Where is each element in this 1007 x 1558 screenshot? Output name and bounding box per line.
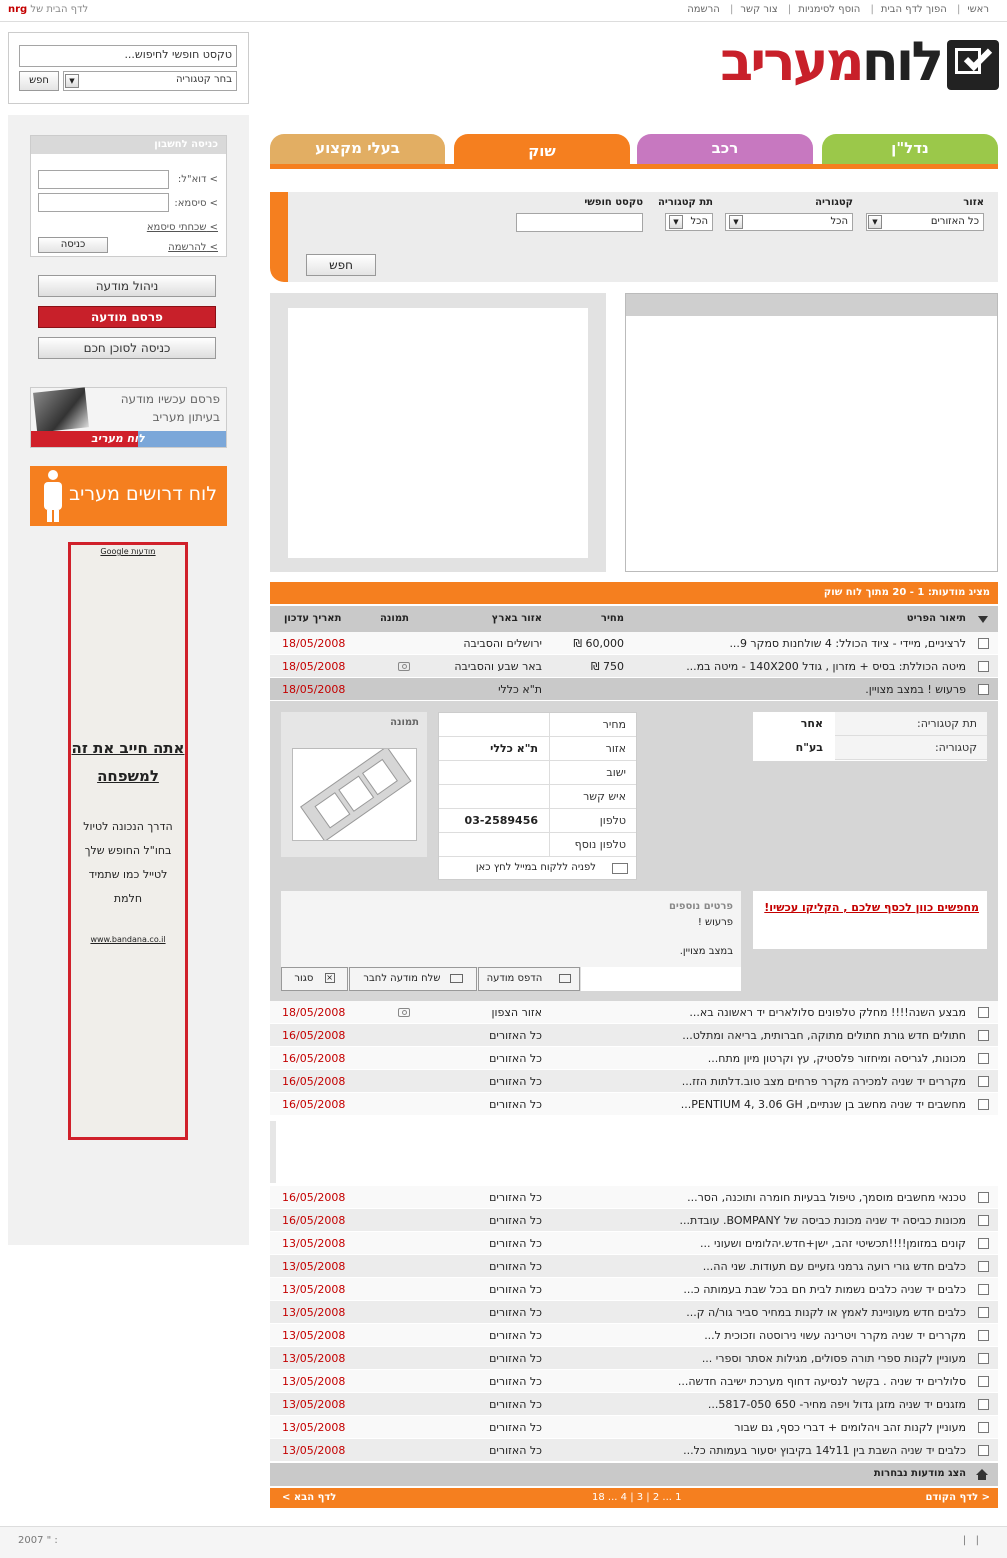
row-title[interactable]: סלולרים יד שניה . בקשר לנסיעה דחוף מערכת ישיבה חדשה...	[677, 1375, 966, 1388]
google-ad-box[interactable]	[68, 542, 188, 1140]
contact-table	[438, 712, 637, 880]
row-title[interactable]: כלבים חדש גורי רועה גרמני גזעיים עם תעודות. שני הה...	[702, 1260, 966, 1273]
publish-ad-button[interactable]: פרסם מודעה	[38, 306, 216, 328]
money-promo-link[interactable]: מחפשים כוון לכסף שלכם , הקליקו עכשיו!	[764, 901, 979, 914]
password-label: > סיסמא:	[174, 198, 218, 209]
row-checkbox[interactable]	[978, 638, 989, 649]
table-row[interactable]	[270, 1093, 998, 1116]
row-title[interactable]: כלבים יד שניה כלבים נשמות לבית חם בכל שבת בעמותה כ...	[683, 1283, 966, 1296]
inline-ad-space	[270, 1121, 998, 1183]
row-area: כל האזורים	[489, 1075, 542, 1088]
row-title[interactable]: מבצע השנה!!!! מחלק טלפונים סלולארים יד ראשונה בא...	[689, 1006, 966, 1019]
area-label: אזור	[963, 197, 984, 208]
tab-professionals[interactable]: בעלי מקצוע	[270, 134, 445, 164]
col-price[interactable]: מחיר	[600, 613, 624, 624]
category-filter-select[interactable]: הכל	[725, 213, 853, 231]
detail-actions	[281, 967, 741, 991]
forgot-password-link[interactable]: > שכחתי סיסמא	[146, 222, 218, 233]
row-title[interactable]: כלבים יד שניה השבת בין 11ל14 בקיבוץ יסעור בעמותה כל...	[683, 1444, 966, 1457]
pagination-bar	[270, 1488, 998, 1508]
area-dropdown-icon[interactable]: ▼	[868, 215, 882, 229]
subcategory-key: תת קטגוריה:	[917, 717, 977, 730]
row-date: 18/05/2008	[282, 683, 346, 696]
category-table	[753, 712, 987, 761]
row-area: כל האזורים	[489, 1283, 542, 1296]
row-date: 16/05/2008	[282, 1098, 346, 1111]
row-date: 13/05/2008	[282, 1375, 346, 1388]
row-area: כל האזורים	[489, 1260, 542, 1273]
row-area: כל האזורים	[489, 1237, 542, 1250]
top-link-register[interactable]: הרשמה	[687, 4, 720, 15]
table-row[interactable]	[270, 1393, 998, 1416]
row-checkbox[interactable]	[978, 1215, 989, 1226]
close-button[interactable]	[281, 967, 348, 991]
login-title: כניסה לחשבון	[31, 136, 226, 154]
table-row[interactable]	[270, 1416, 998, 1439]
tab-vehicles[interactable]: רכב	[637, 134, 813, 164]
password-field[interactable]	[38, 193, 169, 212]
row-area: כל האזורים	[489, 1029, 542, 1042]
row-date: 13/05/2008	[282, 1237, 346, 1250]
logo-text-luach: לוח	[861, 30, 941, 93]
table-row[interactable]	[270, 1278, 998, 1301]
category-tabs	[270, 134, 998, 170]
newspaper-promo-banner[interactable]	[30, 387, 227, 448]
more-details-line-2: במצב מצויין.	[679, 946, 733, 957]
row-title[interactable]: מעוניין לקנות ספרי תורה פסולים, מגילות אסתר וספרי ...	[701, 1352, 966, 1365]
area-value: ת"א כללי	[490, 742, 538, 755]
top-link-make-home[interactable]: הפוך לדף הבית	[880, 4, 947, 15]
results-summary-bar: מציג מודעות: 1 - 20 מתוך לוח שוק	[270, 582, 998, 604]
row-title[interactable]: מקררים יד שניה מקרר ויטרינה עשוי נירוסטה וזכוכית ל...	[704, 1329, 966, 1342]
free-text-label: טקסט חופשי	[584, 197, 643, 208]
row-area: כל האזורים	[489, 1306, 542, 1319]
row-area: כל האזורים	[489, 1329, 542, 1342]
row-checkbox[interactable]	[978, 1353, 989, 1364]
row-date: 13/05/2008	[282, 1260, 346, 1273]
register-link[interactable]: > להרשמה	[168, 242, 218, 253]
row-checkbox[interactable]	[978, 1422, 989, 1433]
category-dropdown-icon[interactable]: ▼	[65, 74, 79, 88]
ad-body-4: חלמת	[113, 892, 143, 905]
row-title[interactable]: קונים במזומן!!!!תכשיטי זהב, ישן+חדש.יהלומים ושעוני ...	[699, 1237, 966, 1250]
category-value: בע"ח	[753, 736, 835, 760]
table-row[interactable]	[270, 1370, 998, 1393]
table-row[interactable]	[270, 1047, 998, 1070]
category-label: קטגוריה	[815, 197, 853, 208]
row-checkbox[interactable]	[978, 1192, 989, 1203]
market-search-panel	[270, 192, 998, 282]
show-selected-label[interactable]: הצג מודעות נבחרות	[873, 1468, 966, 1479]
ad-body-2: בחו"ל החופש שלך	[84, 844, 172, 857]
send-to-friend-button[interactable]	[349, 967, 477, 991]
row-title[interactable]: חתולים חדש גורת חתולים מתוקה, חברותית, בריאה ומתלט...	[682, 1029, 966, 1042]
logo-text-maariv: מעריב	[720, 30, 862, 93]
subcategory-label: תת קטגוריה	[657, 197, 713, 208]
search-input[interactable]: טקסט חופשי לחיפוש...	[19, 45, 237, 67]
send-to-friend-label: שלח מודעה לחבר	[363, 973, 441, 984]
money-promo-box[interactable]	[753, 891, 987, 949]
row-title[interactable]: מיטה הכוללת: בסיס + מזרון , גודל 140X200 - מיטה במ...	[686, 660, 966, 673]
row-date: 16/05/2008	[282, 1191, 346, 1204]
tab-market[interactable]: שוק	[454, 134, 630, 166]
email-contact-link[interactable]: לפניה ללקוח במייל לחץ כאן	[475, 862, 596, 873]
row-area: באר שבע והסביבה	[454, 660, 542, 673]
camera-icon[interactable]	[398, 1008, 410, 1017]
row-date: 13/05/2008	[282, 1444, 346, 1457]
results-table-header	[270, 606, 998, 632]
table-row[interactable]	[270, 632, 998, 655]
subcategory-select[interactable]: הכל	[665, 213, 713, 231]
row-checkbox[interactable]	[978, 1007, 989, 1018]
category-key: קטגוריה:	[934, 741, 977, 754]
top-link-bookmark[interactable]: הוסף לסימניות	[798, 4, 861, 15]
jobs-board-banner[interactable]	[30, 466, 227, 526]
row-area: כל האזורים	[489, 1421, 542, 1434]
image-label: תמונה	[390, 717, 419, 728]
row-checkbox[interactable]	[978, 1445, 989, 1456]
email-label: > דוא"ל:	[177, 174, 218, 185]
row-checkbox[interactable]	[978, 1330, 989, 1341]
printer-icon	[559, 974, 571, 983]
table-row[interactable]	[270, 1209, 998, 1232]
footer-links[interactable]: | |	[962, 1535, 979, 1546]
left-sidebar	[8, 115, 249, 1245]
header-search-button[interactable]: חפש	[19, 71, 59, 91]
row-date: 13/05/2008	[282, 1421, 346, 1434]
col-image: תמונה	[380, 613, 409, 624]
row-area: ת"א כללי	[498, 683, 542, 696]
subcategory-dropdown-icon[interactable]: ▼	[669, 215, 683, 229]
row-date: 18/05/2008	[282, 637, 346, 650]
prev-page-link[interactable]: < לדף הקודם	[925, 1492, 990, 1503]
envelope-icon[interactable]	[612, 863, 628, 874]
table-row[interactable]	[270, 1186, 998, 1209]
row-title[interactable]: מחשבים יד שניה מחשב בן שנתיים, PENTIUM 4, 3.06 GH...	[680, 1098, 966, 1111]
row-title[interactable]: מכונות כביסה יד שניה מכונת כביסה של BOMPANY. עובדת...	[679, 1214, 966, 1227]
free-text-input[interactable]	[516, 213, 643, 232]
row-checkbox[interactable]	[978, 1238, 989, 1249]
promo-line-2: בעיתון מעריב	[152, 410, 220, 424]
top-bar	[0, 0, 1007, 22]
more-details-line-1: פרעוש !	[697, 917, 733, 928]
row-checkbox[interactable]	[978, 1076, 989, 1087]
row-checkbox[interactable]	[978, 1030, 989, 1041]
table-row[interactable]	[270, 678, 998, 701]
row-area: אזור הצפון	[491, 1006, 542, 1019]
jobs-board-text: לוח דרושים מעריב	[69, 483, 217, 505]
phone2-key: טלפון נוסף	[574, 838, 626, 851]
row-area: כל האזורים	[489, 1052, 542, 1065]
print-ad-label: הדפס מודעה	[486, 973, 543, 984]
smart-agent-button[interactable]: כניסה לסוכן חכם	[38, 337, 216, 359]
row-area: כל האזורים	[489, 1098, 542, 1111]
row-date: 13/05/2008	[282, 1329, 346, 1342]
image-box	[281, 712, 427, 857]
row-date: 18/05/2008	[282, 1006, 346, 1019]
row-title[interactable]: מקררים יד שניה למכירה מקרר פרחים מצב טוב.דלתות הזז...	[681, 1075, 966, 1088]
row-date: 13/05/2008	[282, 1352, 346, 1365]
footer-copyright: 2007 " :	[18, 1535, 58, 1546]
close-label: סגור	[294, 973, 314, 984]
row-title[interactable]: פרעוש ! במצב מצויין.	[865, 683, 966, 696]
city-key: ישוב	[606, 766, 626, 779]
google-ads-label[interactable]: מודעות Google	[100, 547, 156, 556]
row-area: כל האזורים	[489, 1214, 542, 1227]
top-links: ראשי| הפוך לדף הבית| הוסף לסימניות| צור קשר| הרשמה	[687, 4, 989, 15]
person-icon	[40, 470, 66, 522]
promo-line-1: פרסם עכשיו מודעה	[120, 392, 220, 406]
print-ad-button[interactable]	[478, 967, 580, 991]
col-area[interactable]: אזור בארץ	[491, 613, 542, 624]
row-checkbox[interactable]	[978, 684, 989, 695]
col-title[interactable]: תיאור הפריט	[906, 613, 966, 624]
row-area: ירושלים והסביבה	[463, 637, 542, 650]
phone-value: 03-2589456	[464, 814, 538, 827]
category-select[interactable]: בחר קטגוריה	[63, 71, 237, 91]
category-filter-dropdown-icon[interactable]: ▼	[729, 215, 743, 229]
next-page-link[interactable]: לדף הבא >	[282, 1492, 337, 1503]
logo-checkbox-icon	[947, 40, 999, 90]
more-details-title: פרטים נוספים	[668, 901, 733, 912]
row-area: כל האזורים	[489, 1352, 542, 1365]
row-area: כל האזורים	[489, 1375, 542, 1388]
table-row[interactable]	[270, 1324, 998, 1347]
row-checkbox[interactable]	[978, 1307, 989, 1318]
footer	[0, 1526, 1007, 1558]
login-box	[30, 135, 227, 257]
film-placeholder-icon	[292, 748, 417, 841]
site-logo[interactable]	[629, 30, 999, 96]
table-row[interactable]	[270, 1255, 998, 1278]
row-title[interactable]: מעוניין לקנות זהב ויהלומים + דברי כסף, גם שבור	[734, 1421, 966, 1434]
area-select[interactable]: כל האזורים	[866, 213, 984, 231]
row-date: 13/05/2008	[282, 1283, 346, 1296]
row-date: 16/05/2008	[282, 1214, 346, 1227]
phone-key: טלפון	[599, 814, 626, 827]
header-search-box	[8, 32, 249, 104]
area-key: אזור	[605, 742, 626, 755]
contact-key: איש קשר	[583, 790, 626, 803]
row-title[interactable]: כלבים חדש מעוניינת לאמץ או לקנות במחיר סביר גור/ה ק...	[686, 1306, 966, 1319]
table-row[interactable]	[270, 1347, 998, 1370]
row-checkbox[interactable]	[978, 1261, 989, 1272]
manage-ad-button[interactable]: ניהול מודעה	[38, 275, 216, 297]
show-selected-bar[interactable]	[270, 1463, 998, 1486]
row-area: כל האזורים	[489, 1191, 542, 1204]
email-field[interactable]	[38, 170, 169, 189]
ad-detail-panel	[270, 701, 998, 1001]
table-row[interactable]	[270, 1001, 998, 1024]
top-link-home[interactable]: ראשי	[967, 4, 989, 15]
card-icon	[450, 974, 463, 983]
top-link-contact[interactable]: צור קשר	[740, 4, 778, 15]
price-key: מחיר	[602, 718, 626, 731]
sort-down-icon[interactable]	[978, 616, 988, 623]
ad-headline-1[interactable]: אתה חייב את זה	[71, 739, 185, 757]
row-checkbox[interactable]	[978, 1053, 989, 1064]
ad-body-1: הדרך הנכונה לטיול	[83, 820, 173, 833]
row-date: 13/05/2008	[282, 1306, 346, 1319]
row-area: כל האזורים	[489, 1444, 542, 1457]
ad-headline-2[interactable]: למשפחה	[97, 767, 159, 785]
subcategory-value: אחר	[753, 712, 835, 736]
row-checkbox[interactable]	[978, 1399, 989, 1410]
col-date[interactable]: תאריך עדכון	[284, 613, 342, 624]
row-date: 16/05/2008	[282, 1052, 346, 1065]
row-price: 60,000 ₪	[573, 637, 624, 650]
more-details-box	[281, 891, 741, 967]
table-row[interactable]	[270, 1232, 998, 1255]
row-title[interactable]: טכנאי מחשבים מוסמך, טיפול בבעיות חומרה ותוכנה, הסר...	[687, 1191, 966, 1204]
ad-banner-right[interactable]	[625, 293, 998, 572]
camera-icon[interactable]	[398, 662, 410, 671]
row-date: 16/05/2008	[282, 1075, 346, 1088]
row-area: כל האזורים	[489, 1398, 542, 1411]
ad-banner-left[interactable]	[270, 293, 606, 572]
table-row[interactable]	[270, 1024, 998, 1047]
row-checkbox[interactable]	[978, 1284, 989, 1295]
table-row[interactable]	[270, 1439, 998, 1462]
login-button[interactable]: כניסה	[38, 237, 108, 253]
row-title[interactable]: מכונות, לגריסה ומיחזור פלסטיק, עץ וקרטון מיון מתח...	[707, 1052, 966, 1065]
newspaper-thumbnail-icon	[33, 387, 89, 432]
row-date: 13/05/2008	[282, 1398, 346, 1411]
row-checkbox[interactable]	[978, 1376, 989, 1387]
row-title[interactable]: מזגנים יד שניה מזגן גדול ויפה מחיר- 650 5817-050...	[707, 1398, 966, 1411]
row-date: 18/05/2008	[282, 660, 346, 673]
promo-brand: לוח מעריב	[91, 432, 145, 445]
row-price: 750 ₪	[590, 660, 624, 673]
row-title[interactable]: לרציניים, מיידי - ציוד הכולל: 4 שולחנות סמקר 9...	[729, 637, 966, 650]
table-row[interactable]	[270, 655, 998, 678]
tab-realestate[interactable]: נדל"ן	[822, 134, 998, 164]
table-row[interactable]	[270, 1301, 998, 1324]
page-numbers[interactable]: 1 ... 2 | 3 | 4 ... 18	[592, 1492, 682, 1503]
nrg-home-link[interactable]: לדף הבית של nrg	[8, 4, 89, 15]
market-search-button[interactable]: חפש	[306, 254, 376, 276]
row-date: 16/05/2008	[282, 1029, 346, 1042]
ad-url[interactable]: www.bandana.co.il	[90, 935, 166, 944]
row-checkbox[interactable]	[978, 1099, 989, 1110]
table-row[interactable]	[270, 1070, 998, 1093]
ad-body-3: לטייל כמו שתמיד	[88, 868, 168, 881]
close-icon: ×	[326, 973, 333, 982]
row-checkbox[interactable]	[978, 661, 989, 672]
